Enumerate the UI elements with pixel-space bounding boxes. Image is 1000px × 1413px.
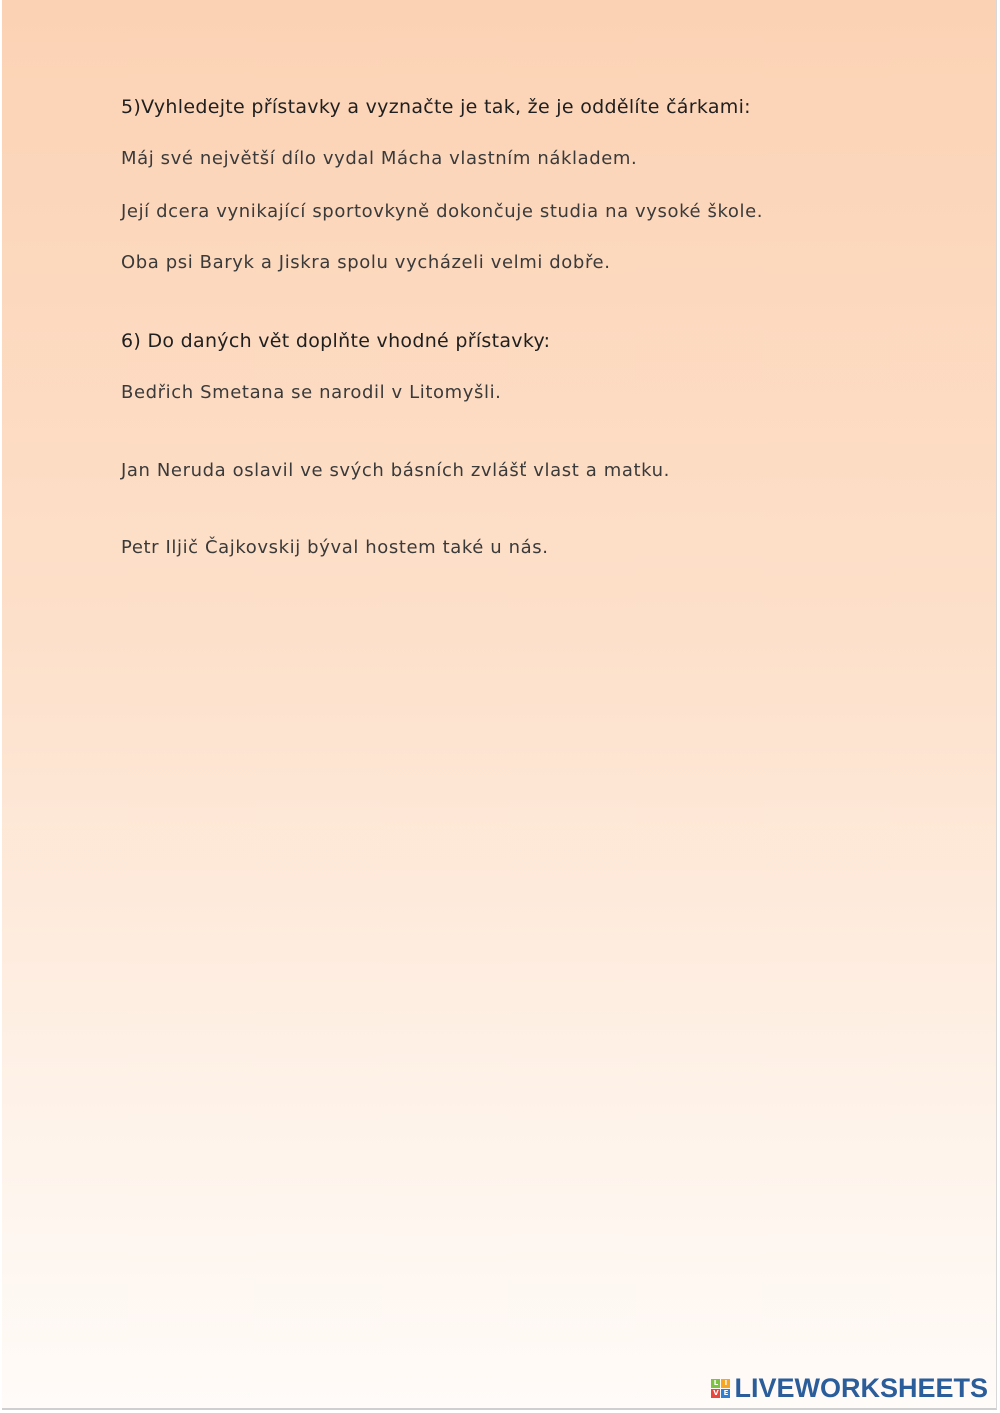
logo-letter-e: E (721, 1389, 730, 1398)
exercise-5-sentence-1[interactable]: Máj své největší dílo vydal Mácha vlastním nákladem. (121, 148, 638, 169)
logo-letter-v: V (713, 1388, 719, 1397)
liveworksheets-logo-icon (711, 1379, 730, 1398)
exercise-5-sentence-3[interactable]: Oba psi Baryk a Jiskra spolu vycházeli velmi dobře. (121, 252, 611, 273)
exercise-6-sentence-2[interactable]: Jan Neruda oslavil ve svých básních zvlášť vlast a matku. (121, 460, 670, 481)
exercise-6-sentence-1[interactable]: Bedřich Smetana se narodil v Litomyšli. (121, 382, 502, 403)
exercise-6-sentence-3[interactable]: Petr Iljič Čajkovskij býval hostem také u nás. (121, 537, 549, 558)
liveworksheets-logo (711, 1374, 988, 1402)
exercise-5-heading: 5)Vyhledejte přístavky a vyznačte je tak, že je oddělíte čárkami: (121, 96, 751, 118)
liveworksheets-wordmark: LIVEWORKSHEETS (734, 1373, 988, 1403)
logo-letter-i: I (721, 1379, 730, 1388)
worksheet-page (2, 0, 997, 1410)
logo-letter-l: L (711, 1379, 720, 1388)
exercise-6-heading: 6) Do daných vět doplňte vhodné přístavky: (121, 330, 551, 352)
exercise-5-sentence-2[interactable]: Její dcera vynikající sportovkyně dokončuje studia na vysoké škole. (121, 201, 764, 222)
